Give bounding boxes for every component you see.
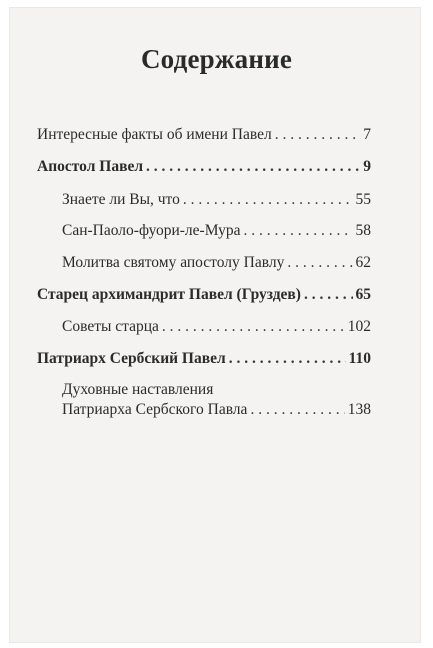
toc-leader-dots <box>287 254 352 272</box>
toc-entry-page: 55 <box>355 191 371 208</box>
toc-entry-label: Знаете ли Вы, что <box>62 191 180 208</box>
toc-entry-label: Апостол Павел <box>37 158 144 175</box>
toc-entry <box>62 191 371 209</box>
toc-entry-label: Молитва святому апостолу Павлу <box>62 254 285 271</box>
toc-entry-label: Интересные факты об имени Павел <box>37 126 272 143</box>
toc-leader-dots <box>229 350 346 368</box>
toc-entry-label: Старец архимандрит Павел (Груздев) <box>37 286 301 303</box>
toc-leader-dots <box>275 126 361 144</box>
toc-entry <box>37 286 371 304</box>
toc-leader-dots <box>243 222 352 240</box>
toc-entry-page: 110 <box>348 350 371 367</box>
toc-leader-dots <box>146 158 360 176</box>
page-title: Содержание <box>140 44 293 74</box>
toc-entry-page: 62 <box>355 254 371 271</box>
toc-entry-page: 102 <box>347 318 371 335</box>
toc-entry <box>62 381 371 419</box>
toc-entry-page: 7 <box>363 126 371 143</box>
toc-entry-label: Духовные наставления <box>62 381 214 398</box>
toc-leader-dots <box>250 401 344 419</box>
toc-entry <box>62 222 371 240</box>
toc-entry-label-continued: Патриарха Сербского Павла <box>62 401 248 418</box>
toc-entry-page: 9 <box>363 158 371 175</box>
toc-entry-page: 65 <box>355 286 371 303</box>
toc-entry-page: 58 <box>355 222 371 239</box>
toc-entry-label: Патриарх Сербский Павел <box>37 350 226 367</box>
toc-entry <box>37 350 371 368</box>
toc-entry <box>62 318 371 336</box>
toc-entry-label: Советы старца <box>62 318 159 335</box>
toc-entry <box>37 126 371 144</box>
toc-leader-dots <box>183 191 353 209</box>
toc-entry-page: 138 <box>347 401 371 418</box>
toc-entry-label: Сан-Паоло-фуори-ле-Мура <box>62 222 241 239</box>
toc-leader-dots <box>304 286 353 304</box>
toc-entry <box>37 158 371 176</box>
toc-leader-dots <box>162 318 345 336</box>
toc-entry <box>62 254 371 272</box>
